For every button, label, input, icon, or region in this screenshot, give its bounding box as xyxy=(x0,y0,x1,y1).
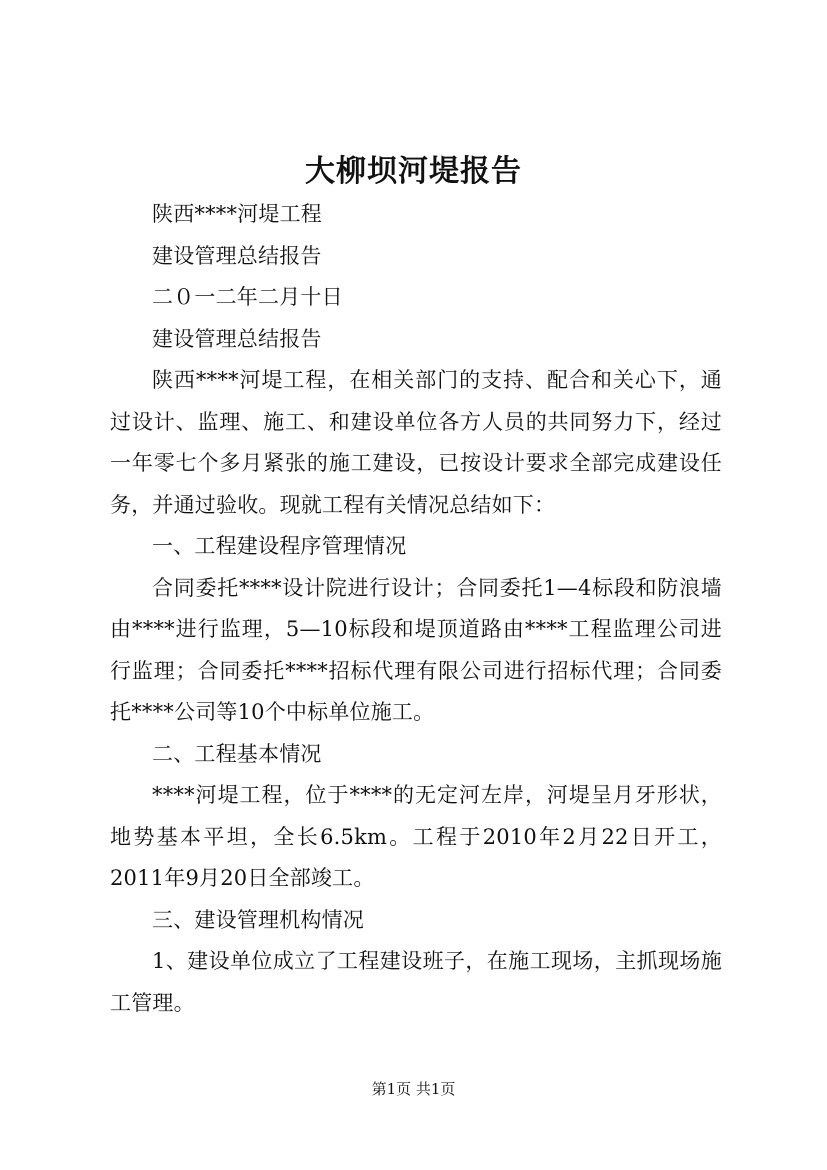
paragraph: 二０一二年二月十日 xyxy=(152,285,343,309)
page-number-footer: 第1页 共1页 xyxy=(371,1080,456,1098)
section-heading: 三、建设管理机构情况 xyxy=(152,907,364,932)
paragraph: 建设管理总结报告 xyxy=(152,243,322,268)
paragraph: 陕西****河堤工程 xyxy=(152,202,322,226)
document-title: 大柳坝河堤报告 xyxy=(305,154,522,189)
section-heading: 一、工程建设程序管理情况 xyxy=(152,534,407,558)
paragraph: 合同委托****设计院进行设计；合同委托1—4标段和防浪墙由****进行监理，5—10标段和堤顶道路由****工程监理公司进行监理；合同委托****招标代理有限公司进行招标代理；合同委托****公司等10个中标单位施工。 xyxy=(110,575,722,724)
document-body xyxy=(110,194,722,1024)
paragraph: 陕西****河堤工程，在相关部门的支持、配合和关心下，通过设计、监理、施工、和建设单位各方人员的共同努力下，经过一年零七个多月紧张的施工建设，已按设计要求全部完成建设任务，并通过验收。现就工程有关情况总结如下： xyxy=(110,368,722,517)
section-heading: 二、工程基本情况 xyxy=(152,741,322,766)
paragraph: 1、建设单位成立了工程建设班子，在施工现场，主抓现场施工管理。 xyxy=(110,949,722,1015)
paragraph: 建设管理总结报告 xyxy=(152,326,322,351)
paragraph: ****河堤工程，位于****的无定河左岸，河堤呈月牙形状，地势基本平坦，全长6.5km。工程于2010年2月22日开工，2011年9月20日全部竣工。 xyxy=(110,783,722,890)
